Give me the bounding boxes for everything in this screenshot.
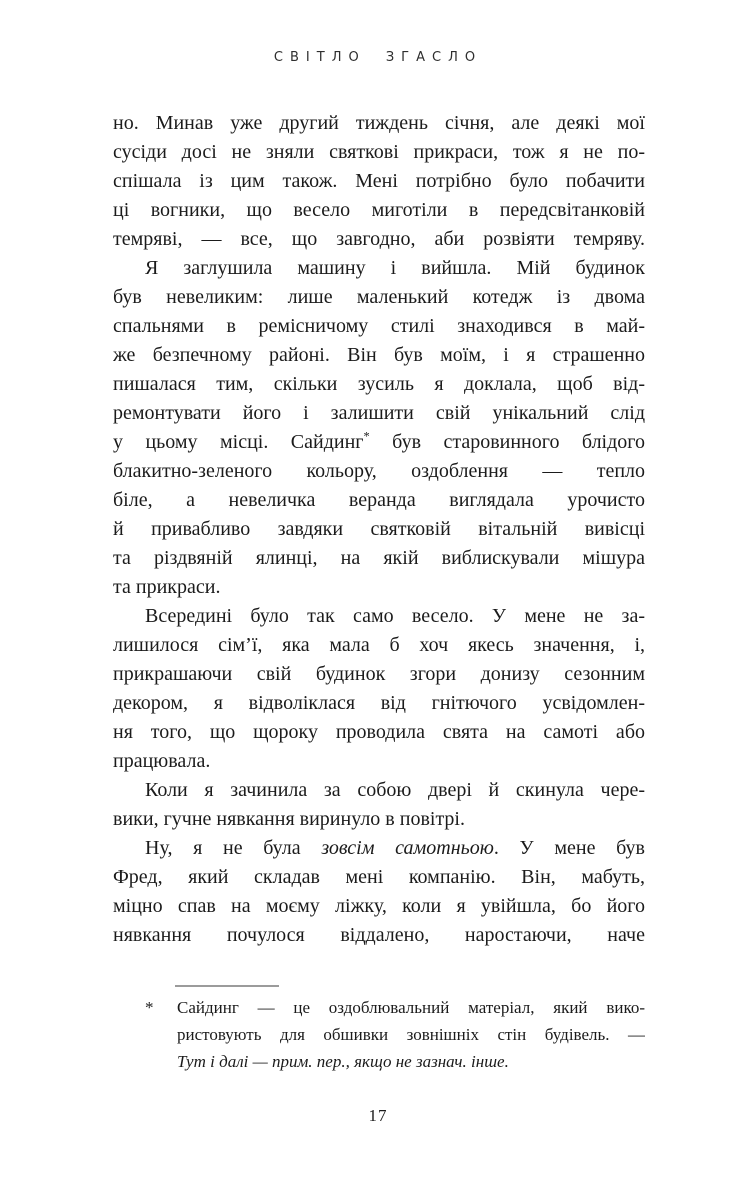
- text-line: вики, гучне нявкання виринуло в повітрі.: [113, 808, 465, 830]
- text-line: ня того, що щороку проводила свята на самоті або: [113, 721, 645, 743]
- text-line: Всередині було так само весело. У мене не за-: [145, 605, 645, 627]
- text-line: та різдвяній ялинці, на якій виблискували мішура: [113, 547, 645, 569]
- paragraph: [113, 254, 645, 602]
- text-line: темряві, — все, що завгодно, аби розвіяти темряву.: [113, 228, 645, 250]
- text-line: Я заглушила машину і вийшла. Мій будинок: [145, 257, 645, 279]
- paragraph: [113, 776, 645, 834]
- text-line: прикрашаючи свій будинок згори донизу сезонним: [113, 663, 645, 685]
- page-number: 17: [368, 1106, 388, 1125]
- footnote-separator-rule: [175, 985, 279, 987]
- text-segment: . У мене був: [493, 837, 645, 859]
- text-line: же безпечному районі. Він був моїм, і я страшенно: [113, 344, 645, 366]
- text-line: пишалася тим, скільки зусиль я доклала, щоб від-: [113, 373, 645, 395]
- text-line: й привабливо завдяки святковій вітальній вивісці: [113, 518, 645, 540]
- text-line: блакитно-зеленого кольору, оздоблення — тепло: [113, 460, 645, 482]
- text-line: декором, я відволіклася від гнітючого усвідомлен-: [113, 692, 645, 714]
- text-segment: Ну, я не була: [145, 837, 322, 859]
- footnote-line: ристовують для обшивки зовнішніх стін будівель. —: [177, 1025, 645, 1044]
- text-line: но. Минав уже другий тиждень січня, але деякі мої: [113, 112, 645, 134]
- footnote-marker-asterisk: *: [145, 998, 154, 1017]
- running-header-title: СВІТЛО ЗГАСЛО: [273, 50, 483, 65]
- text-segment: був старовинного блідого: [369, 431, 645, 453]
- text-segment: у цьому місці. Сайдинг: [113, 431, 364, 453]
- footnote: [145, 994, 645, 1075]
- text-line: нявкання почулося віддалено, наростаючи, наче: [113, 924, 645, 946]
- text-line: біле, а невеличка веранда виглядала урочисто: [113, 489, 645, 511]
- paragraph: [113, 109, 645, 254]
- text-line: спішала із цим також. Мені потрібно було побачити: [113, 170, 645, 192]
- body-text: [113, 109, 645, 950]
- text-line: лишилося сім’ї, яка мала б хоч якесь значення, і,: [113, 634, 645, 656]
- text-line: був невеликим: лише маленький котедж із двома: [113, 286, 645, 308]
- text-line: Фред, який складав мені компанію. Він, мабуть,: [113, 866, 645, 888]
- text-line: міцно спав на моєму ліжку, коли я увійшла, бо його: [113, 895, 645, 917]
- text-line: спальнями в ремісничому стилі знаходився в май-: [113, 315, 645, 337]
- footnote-line: Сайдинг — це оздоблювальний матеріал, який вико-: [177, 998, 645, 1017]
- text-line: працювала.: [113, 750, 211, 772]
- italic-phrase: зовсім самотньою: [321, 837, 494, 859]
- footnote-line: Тут і далі — прим. пер., якщо не зазнач. інше.: [177, 1052, 509, 1071]
- footnote-reference-asterisk: *: [363, 429, 370, 444]
- text-line: та прикраси.: [113, 576, 221, 598]
- text-line: ремонтувати його і залишити свій унікальний слід: [113, 402, 645, 424]
- text-line: ці вогники, що весело миготіли в передсвітанковій: [113, 199, 645, 221]
- text-line: Коли я зачинила за собою двері й скинула чере-: [145, 779, 645, 801]
- paragraph: [113, 602, 645, 776]
- text-line: [113, 834, 645, 863]
- paragraph: [113, 834, 645, 950]
- text-line: сусіди досі не зняли святкові прикраси, тож я не по-: [113, 141, 645, 163]
- text-line: [113, 428, 645, 457]
